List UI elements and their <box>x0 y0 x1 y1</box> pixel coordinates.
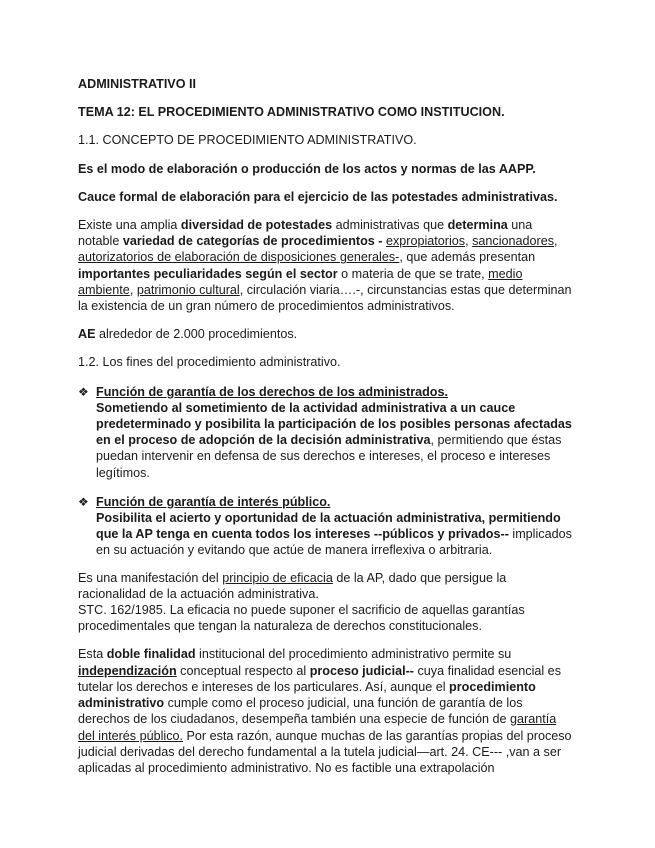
bold-run: AE <box>78 327 96 342</box>
text-run: Es una manifestación del <box>78 570 223 585</box>
paragraph-diversity <box>78 217 575 314</box>
text-run: , <box>465 234 473 249</box>
text-run: Esta <box>78 647 107 662</box>
bold-run: diversidad de potestades <box>180 218 333 233</box>
text-run: , <box>129 282 137 297</box>
text-run: o materia de que se trate, <box>337 266 489 281</box>
diamond-bullet-icon: ❖ <box>78 384 89 399</box>
bullet-text <box>96 510 575 559</box>
underlined-run: medio ambiente <box>78 266 523 297</box>
bullet-title: Función de garantía de los derechos de los administrados. <box>96 384 449 399</box>
paragraph-ae <box>78 326 575 342</box>
paragraph-doble-finalidad <box>78 646 575 776</box>
underlined-run: sancionadores <box>472 234 555 249</box>
text-run: implicados en su actuación y evitando que actúe de manera irreflexiva o arbitraria. <box>96 527 572 558</box>
text-run: una notable <box>78 218 533 249</box>
underlined-run: expropiatorios <box>385 234 466 249</box>
underlined-run: autorizatorios de elaboración de disposiciones generales- <box>78 250 400 265</box>
bold-run: proceso judicial-- <box>309 663 414 678</box>
diamond-bullet-icon: ❖ <box>78 494 89 509</box>
section-heading-1-1: 1.1. CONCEPTO DE PROCEDIMIENTO ADMINISTRATIVO. <box>78 133 417 148</box>
bullet-text <box>96 400 575 481</box>
bullet-item-interes-publico <box>78 494 575 559</box>
definition-2: Cauce formal de elaboración para el ejercicio de las potestades administrativas. <box>78 189 558 204</box>
bold-run: Posibilita el acierto y oportunidad de la actuación administrativa, permitiendo que la AP tenga en cuenta todos los intereses --públicos y privados-- <box>96 511 561 542</box>
paragraph-eficacia <box>78 570 575 635</box>
bold-run: procedimiento administrativo <box>78 679 536 711</box>
text-run: , permitiendo que éstas puedan intervenir en defensa de sus derechos e intereses, el proceso e intereses legítimos. <box>96 433 562 480</box>
text-run: , <box>554 234 558 249</box>
underlined-run: patrimonio cultural <box>136 282 240 297</box>
topic-title: TEMA 12: EL PROCEDIMIENTO ADMINISTRATIVO COMO INSTITUCION. <box>78 105 505 120</box>
text-run: institucional del procedimiento administrativo permite su <box>195 647 512 662</box>
underlined-run: principio de eficacia <box>222 570 333 585</box>
bullet-item-garantia-derechos <box>78 384 575 481</box>
text-run: Por esta razón, aunque muchas de las garantías propias del proceso judicial derivadas del derecho fundamental a la tutela judicial—art. 24. CE--- ,van a ser aplicadas al procedimiento administrativo. No es factible una extrapolación <box>78 728 572 775</box>
text-run: , circulación viaria….-, circunstancias estas que determinan la existencia de un gran número de procedimientos administrativos. <box>78 282 572 314</box>
text-run: administrativas que <box>332 218 448 233</box>
bold-run: variedad de categorías de procedimientos - <box>122 234 383 249</box>
bold-run: Sometiendo al sometimiento de la actividad administrativa a un cauce predeterminado y posibilita la participación de los posibles personas afectadas en el proceso de adopción de la decisión administrativa <box>96 400 572 448</box>
text-run: alrededor de 2.000 procedimientos. <box>95 327 298 342</box>
stc-citation: STC. 162/1985. La eficacia no puede suponer el sacrificio de aquellas garantías procedimentales que tengan la naturaleza de derechos constitucionales. <box>78 603 525 634</box>
text-run: de la AP, dado que persigue la racionalidad de la actuación administrativa. <box>78 570 507 601</box>
text-run: cuya finalidad esencial es tutelar los derechos e intereses de los particulares. Así, aunque el <box>78 663 561 694</box>
text-run: conceptual respecto al <box>176 663 310 678</box>
text-run: Existe una amplia <box>78 218 181 233</box>
section-heading-1-2: 1.2. Los fines del procedimiento administrativo. <box>78 355 341 370</box>
underlined-run: garantía del interés público. <box>78 712 557 743</box>
bold-run: doble finalidad <box>106 647 196 662</box>
text-run: cumple como el proceso judicial, una función de garantía de los derechos de los ciudadanos, desempeña también una especie de función de <box>78 696 523 727</box>
eficacia-text <box>78 570 575 602</box>
course-title: ADMINISTRATIVO II <box>78 77 197 91</box>
definition-1: Es el modo de elaboración o producción de los actos y normas de las AAPP. <box>78 161 536 176</box>
text-run: , que además presentan <box>399 250 536 265</box>
bold-run: determina <box>447 218 508 233</box>
bold-underlined-run: independización <box>78 663 177 678</box>
bold-run: importantes peculiaridades según el sector <box>78 266 338 281</box>
bullet-title: Función de garantía de interés público. <box>96 494 331 509</box>
